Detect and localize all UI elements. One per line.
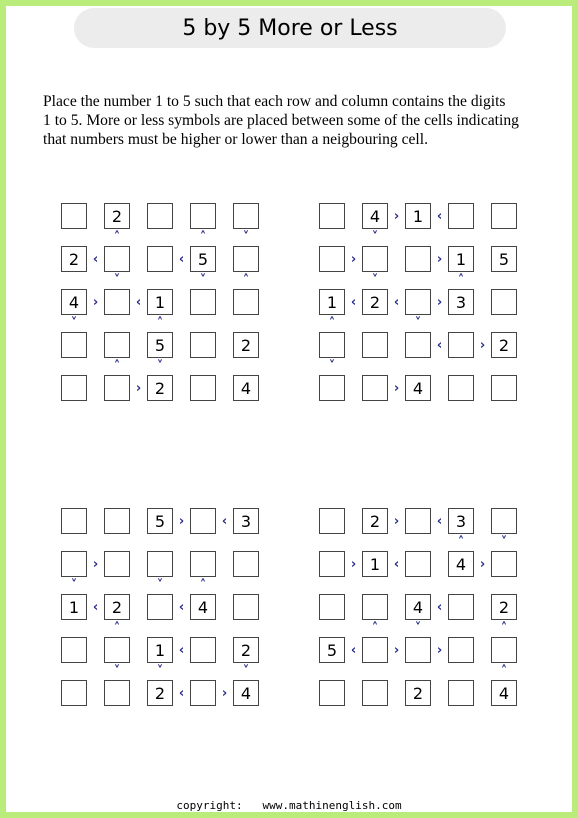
grid-cell[interactable] bbox=[61, 203, 87, 229]
grid-cell[interactable]: 5 bbox=[147, 332, 173, 358]
grid-cell[interactable] bbox=[190, 637, 216, 663]
caret-up-icon: ˄ bbox=[113, 359, 121, 374]
caret-down-icon: ˅ bbox=[414, 316, 422, 331]
grid-cell[interactable] bbox=[190, 551, 216, 577]
grid-cell[interactable] bbox=[405, 246, 431, 272]
caret-down-icon: ˅ bbox=[156, 664, 164, 679]
grid-cell[interactable]: 4 bbox=[233, 680, 259, 706]
grid-cell[interactable] bbox=[190, 203, 216, 229]
caret-up-icon: ˄ bbox=[328, 316, 336, 331]
grid-cell[interactable] bbox=[448, 203, 474, 229]
grid-cell[interactable]: 2 bbox=[491, 594, 517, 620]
grid-cell[interactable] bbox=[491, 375, 517, 401]
grid-cell[interactable]: 1 bbox=[61, 594, 87, 620]
caret-down-icon: ˅ bbox=[156, 578, 164, 593]
grid-cell[interactable] bbox=[147, 594, 173, 620]
grid-cell[interactable]: 5 bbox=[319, 637, 345, 663]
less-than-icon: ‹ bbox=[436, 337, 443, 353]
grid-cell[interactable]: 2 bbox=[147, 375, 173, 401]
grid-cell[interactable] bbox=[319, 246, 345, 272]
caret-down-icon: ˅ bbox=[113, 664, 121, 679]
grid-cell[interactable]: 5 bbox=[190, 246, 216, 272]
caret-up-icon: ˄ bbox=[199, 578, 207, 593]
grid-cell[interactable]: 3 bbox=[448, 289, 474, 315]
less-than-icon: ‹ bbox=[436, 513, 443, 529]
grid-cell[interactable]: 4 bbox=[491, 680, 517, 706]
instructions-line-1: Place the number 1 to 5 such that each row and column contains the digits bbox=[43, 93, 506, 110]
grid-cell[interactable] bbox=[362, 594, 388, 620]
grid-cell[interactable]: 2 bbox=[61, 246, 87, 272]
grid-cell[interactable] bbox=[233, 551, 259, 577]
grid-cell[interactable]: 2 bbox=[147, 680, 173, 706]
grid-cell[interactable] bbox=[319, 375, 345, 401]
less-than-icon: ‹ bbox=[92, 599, 99, 615]
grid-cell[interactable] bbox=[405, 289, 431, 315]
less-than-icon: ‹ bbox=[350, 294, 357, 310]
grid-cell[interactable]: 1 bbox=[405, 203, 431, 229]
copyright-label: copyright: bbox=[176, 799, 243, 812]
grid-cell[interactable]: 5 bbox=[491, 246, 517, 272]
grid-cell[interactable] bbox=[61, 375, 87, 401]
grid-cell[interactable]: 4 bbox=[61, 289, 87, 315]
grid-cell[interactable] bbox=[405, 637, 431, 663]
caret-up-icon: ˄ bbox=[500, 664, 508, 679]
greater-than-icon: › bbox=[436, 251, 443, 267]
grid-cell[interactable] bbox=[491, 508, 517, 534]
grid-cell[interactable] bbox=[233, 246, 259, 272]
puzzle-grid-2 bbox=[319, 203, 519, 403]
grid-cell[interactable] bbox=[147, 551, 173, 577]
grid-cell[interactable] bbox=[448, 375, 474, 401]
less-than-icon: ‹ bbox=[135, 294, 142, 310]
caret-up-icon: ˄ bbox=[371, 621, 379, 636]
grid-cell[interactable]: 4 bbox=[405, 594, 431, 620]
grid-cell[interactable] bbox=[61, 551, 87, 577]
less-than-icon: ‹ bbox=[92, 251, 99, 267]
grid-cell[interactable]: 1 bbox=[147, 637, 173, 663]
grid-cell[interactable] bbox=[61, 637, 87, 663]
grid-cell[interactable] bbox=[362, 246, 388, 272]
grid-cell[interactable] bbox=[448, 594, 474, 620]
instructions-line-2: 1 to 5. More or less symbols are placed between some of the cells indicating bbox=[43, 112, 519, 129]
grid-cell[interactable] bbox=[405, 508, 431, 534]
puzzle-grid-3 bbox=[61, 508, 261, 708]
less-than-icon: ‹ bbox=[393, 556, 400, 572]
grid-cell[interactable] bbox=[405, 551, 431, 577]
grid-cell[interactable] bbox=[190, 680, 216, 706]
greater-than-icon: › bbox=[92, 556, 99, 572]
less-than-icon: ‹ bbox=[178, 642, 185, 658]
greater-than-icon: › bbox=[436, 642, 443, 658]
caret-down-icon: ˅ bbox=[113, 273, 121, 288]
caret-down-icon: ˅ bbox=[500, 535, 508, 550]
grid-cell[interactable] bbox=[104, 508, 130, 534]
grid-cell[interactable] bbox=[190, 508, 216, 534]
grid-cell[interactable]: 2 bbox=[104, 594, 130, 620]
caret-up-icon: ˄ bbox=[457, 273, 465, 288]
greater-than-icon: › bbox=[178, 513, 185, 529]
caret-down-icon: ˅ bbox=[199, 273, 207, 288]
grid-cell[interactable] bbox=[104, 551, 130, 577]
grid-cell[interactable] bbox=[319, 332, 345, 358]
grid-cell[interactable] bbox=[147, 203, 173, 229]
caret-down-icon: ˅ bbox=[242, 230, 250, 245]
grid-cell[interactable] bbox=[362, 680, 388, 706]
grid-cell[interactable]: 1 bbox=[319, 289, 345, 315]
less-than-icon: ‹ bbox=[436, 208, 443, 224]
grid-cell[interactable] bbox=[190, 332, 216, 358]
greater-than-icon: › bbox=[350, 251, 357, 267]
grid-cell[interactable]: 4 bbox=[233, 375, 259, 401]
grid-cell[interactable]: 1 bbox=[147, 289, 173, 315]
grid-cell[interactable] bbox=[190, 289, 216, 315]
caret-down-icon: ˅ bbox=[371, 273, 379, 288]
less-than-icon: ‹ bbox=[350, 642, 357, 658]
greater-than-icon: › bbox=[393, 380, 400, 396]
caret-down-icon: ˅ bbox=[156, 359, 164, 374]
greater-than-icon: › bbox=[135, 380, 142, 396]
grid-cell[interactable] bbox=[233, 203, 259, 229]
footer bbox=[0, 799, 578, 812]
grid-cell[interactable] bbox=[319, 594, 345, 620]
grid-cell[interactable]: 2 bbox=[491, 332, 517, 358]
grid-cell[interactable]: 2 bbox=[104, 203, 130, 229]
puzzle-grid-4 bbox=[319, 508, 519, 708]
caret-down-icon: ˅ bbox=[371, 230, 379, 245]
grid-cell[interactable]: 4 bbox=[362, 203, 388, 229]
less-than-icon: ‹ bbox=[178, 685, 185, 701]
less-than-icon: ‹ bbox=[436, 599, 443, 615]
caret-down-icon: ˅ bbox=[70, 316, 78, 331]
caret-up-icon: ˄ bbox=[113, 621, 121, 636]
grid-cell[interactable] bbox=[190, 375, 216, 401]
page-title: 5 by 5 More or Less bbox=[74, 8, 506, 48]
grid-cell[interactable] bbox=[405, 332, 431, 358]
grid-cell[interactable] bbox=[448, 332, 474, 358]
grid-cell[interactable]: 2 bbox=[405, 680, 431, 706]
caret-up-icon: ˄ bbox=[500, 621, 508, 636]
greater-than-icon: › bbox=[436, 294, 443, 310]
caret-down-icon: ˅ bbox=[328, 359, 336, 374]
grid-cell[interactable] bbox=[319, 508, 345, 534]
grid-cell[interactable]: 4 bbox=[405, 375, 431, 401]
grid-cell[interactable] bbox=[491, 203, 517, 229]
grid-cell[interactable] bbox=[319, 203, 345, 229]
grid-cell[interactable] bbox=[61, 680, 87, 706]
grid-cell[interactable] bbox=[319, 680, 345, 706]
less-than-icon: ‹ bbox=[178, 251, 185, 267]
greater-than-icon: › bbox=[479, 337, 486, 353]
grid-cell[interactable] bbox=[491, 637, 517, 663]
caret-down-icon: ˅ bbox=[70, 578, 78, 593]
grid-cell[interactable] bbox=[362, 332, 388, 358]
grid-cell[interactable]: 2 bbox=[362, 508, 388, 534]
grid-cell[interactable]: 2 bbox=[233, 637, 259, 663]
grid-cell[interactable] bbox=[147, 246, 173, 272]
caret-up-icon: ˄ bbox=[242, 273, 250, 288]
grid-cell[interactable] bbox=[233, 289, 259, 315]
grid-cell[interactable] bbox=[491, 289, 517, 315]
less-than-icon: ‹ bbox=[393, 294, 400, 310]
caret-up-icon: ˄ bbox=[199, 230, 207, 245]
grid-cell[interactable]: 4 bbox=[190, 594, 216, 620]
grid-cell[interactable] bbox=[104, 246, 130, 272]
grid-cell[interactable] bbox=[104, 680, 130, 706]
grid-cell[interactable]: 2 bbox=[362, 289, 388, 315]
greater-than-icon: › bbox=[350, 556, 357, 572]
grid-cell[interactable] bbox=[61, 508, 87, 534]
grid-cell[interactable] bbox=[104, 332, 130, 358]
greater-than-icon: › bbox=[92, 294, 99, 310]
grid-cell[interactable] bbox=[319, 551, 345, 577]
puzzle-grid-1 bbox=[61, 203, 261, 403]
greater-than-icon: › bbox=[393, 642, 400, 658]
caret-up-icon: ˄ bbox=[457, 535, 465, 550]
less-than-icon: ‹ bbox=[221, 513, 228, 529]
caret-down-icon: ˅ bbox=[242, 664, 250, 679]
caret-up-icon: ˄ bbox=[113, 230, 121, 245]
grid-cell[interactable] bbox=[362, 375, 388, 401]
grid-cell[interactable] bbox=[491, 551, 517, 577]
grid-cell[interactable]: 1 bbox=[448, 246, 474, 272]
grid-cell[interactable] bbox=[104, 375, 130, 401]
grid-cell[interactable] bbox=[448, 680, 474, 706]
instructions bbox=[43, 92, 543, 149]
grid-cell[interactable]: 3 bbox=[448, 508, 474, 534]
grid-cell[interactable]: 3 bbox=[233, 508, 259, 534]
grid-cell[interactable]: 1 bbox=[362, 551, 388, 577]
caret-up-icon: ˄ bbox=[156, 316, 164, 331]
grid-cell[interactable]: 4 bbox=[448, 551, 474, 577]
grid-cell[interactable] bbox=[104, 637, 130, 663]
grid-cell[interactable] bbox=[104, 289, 130, 315]
greater-than-icon: › bbox=[479, 556, 486, 572]
instructions-line-3: that numbers must be higher or lower than a neigbouring cell. bbox=[43, 131, 428, 148]
grid-cell[interactable] bbox=[362, 637, 388, 663]
grid-cell[interactable]: 5 bbox=[147, 508, 173, 534]
grid-cell[interactable]: 2 bbox=[233, 332, 259, 358]
greater-than-icon: › bbox=[393, 208, 400, 224]
grid-cell[interactable] bbox=[448, 637, 474, 663]
grid-cell[interactable] bbox=[233, 594, 259, 620]
caret-down-icon: ˅ bbox=[414, 621, 422, 636]
site-link[interactable]: www.mathinenglish.com bbox=[262, 799, 402, 812]
greater-than-icon: › bbox=[393, 513, 400, 529]
grid-cell[interactable] bbox=[61, 332, 87, 358]
less-than-icon: ‹ bbox=[178, 599, 185, 615]
greater-than-icon: › bbox=[221, 685, 228, 701]
